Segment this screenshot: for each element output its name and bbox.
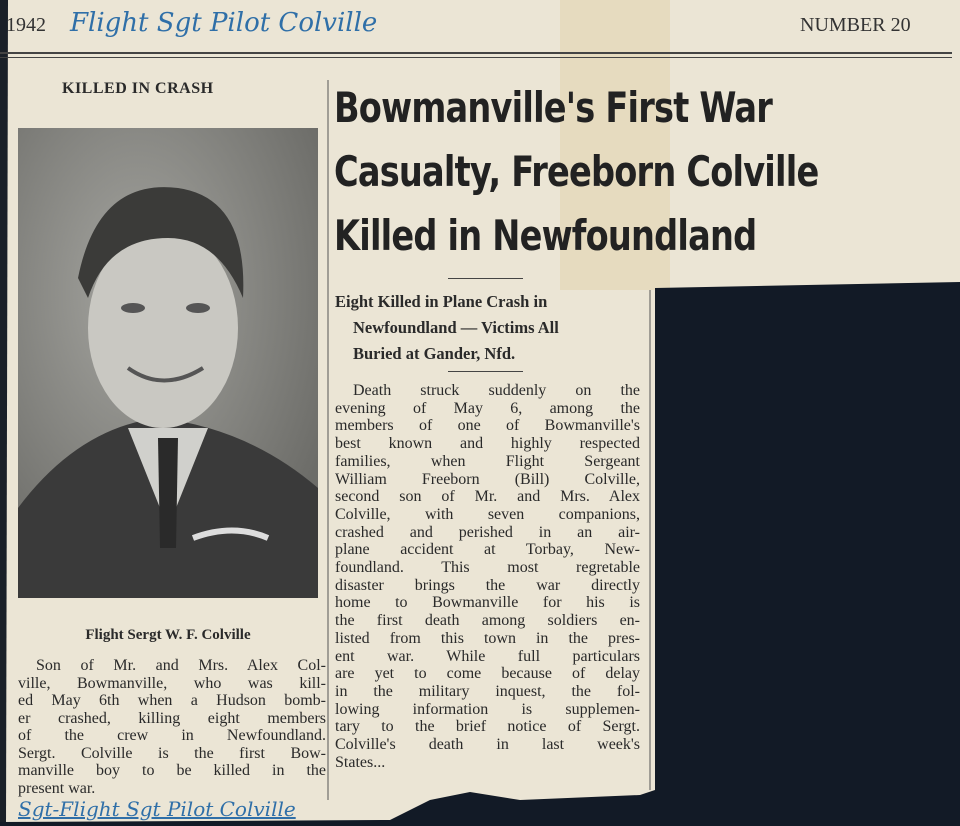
text-line: members of one of Bowmanville's — [335, 417, 640, 435]
subhead-line: Buried at Gander, Nfd. — [353, 344, 516, 363]
text-line: are yet to come because of delay — [335, 665, 640, 683]
subhead-rule — [448, 371, 523, 372]
text-line: ed May 6th when a Hudson bomb- — [18, 692, 326, 709]
text-line: Colville's death in last week's — [335, 736, 640, 754]
left-body-text — [18, 657, 326, 797]
text-line: crashed and perished in an air- — [335, 523, 640, 541]
text-line: States... — [335, 753, 386, 771]
text-line: manville boy to be killed in the — [18, 762, 326, 779]
headline-line: Killed in Newfoundland — [334, 211, 757, 260]
headline-line: Casualty, Freeborn Colville — [334, 147, 819, 196]
article-body — [335, 382, 640, 771]
header-number: NUMBER 20 — [800, 14, 911, 36]
text-line: home to Bowmanville for his is — [335, 594, 640, 612]
text-line: listed from this town in the pres- — [335, 629, 640, 647]
footer-handwritten-note: Sgt-Flight Sgt Pilot Colville — [18, 797, 296, 821]
text-line: plane accident at Torbay, New- — [335, 541, 640, 559]
text-line: er crashed, killing eight members — [18, 709, 326, 727]
header-rule — [0, 52, 952, 54]
text-line: present war. — [18, 779, 96, 797]
text-line: lowing information is supplemen- — [335, 700, 640, 718]
headline-rule — [448, 278, 523, 279]
left-kicker: KILLED IN CRASH — [62, 80, 214, 97]
text-line: families, when Flight Sergeant — [335, 452, 640, 470]
headline-line: Bowmanville's First War — [334, 83, 773, 132]
text-line: William Freeborn (Bill) Colville, — [335, 470, 640, 488]
text-line: evening of May 6, among the — [335, 399, 640, 417]
text-line: Sergt. Colville is the first Bow- — [18, 744, 326, 762]
text-line: ent war. While full particulars — [335, 647, 640, 665]
text-line: Death struck suddenly on the — [353, 382, 640, 399]
photo-caption: Flight Sergt W. F. Colville — [85, 627, 251, 643]
subheadline — [335, 289, 639, 367]
text-line: ville, Bowmanville, who was kill- — [18, 674, 326, 692]
text-line: second son of Mr. and Mrs. Alex — [335, 488, 640, 506]
subhead-line: Eight Killed in Plane Crash in — [335, 292, 548, 311]
headline — [334, 76, 942, 268]
subhead-line: Newfoundland — Victims All — [353, 318, 559, 337]
text-line: the first death among soldiers en- — [335, 612, 640, 630]
text-line: Son of Mr. and Mrs. Alex Col- — [36, 657, 326, 674]
text-line: in the military inquest, the fol- — [335, 682, 640, 700]
text-line: tary to the brief notice of Sergt. — [335, 718, 640, 736]
header-handwritten-note: Flight Sgt Pilot Colville — [70, 8, 378, 38]
text-line: best known and highly respected — [335, 435, 640, 453]
portrait-photo — [18, 128, 318, 598]
text-line: disaster brings the war directly — [335, 576, 640, 594]
header-rule-2 — [0, 57, 952, 58]
text-line: of the crew in Newfoundland. — [18, 727, 326, 744]
header-year: 1942 — [6, 14, 46, 36]
text-line: foundland. This most regretable — [335, 559, 640, 577]
text-line: Colville, with seven companions, — [335, 505, 640, 523]
